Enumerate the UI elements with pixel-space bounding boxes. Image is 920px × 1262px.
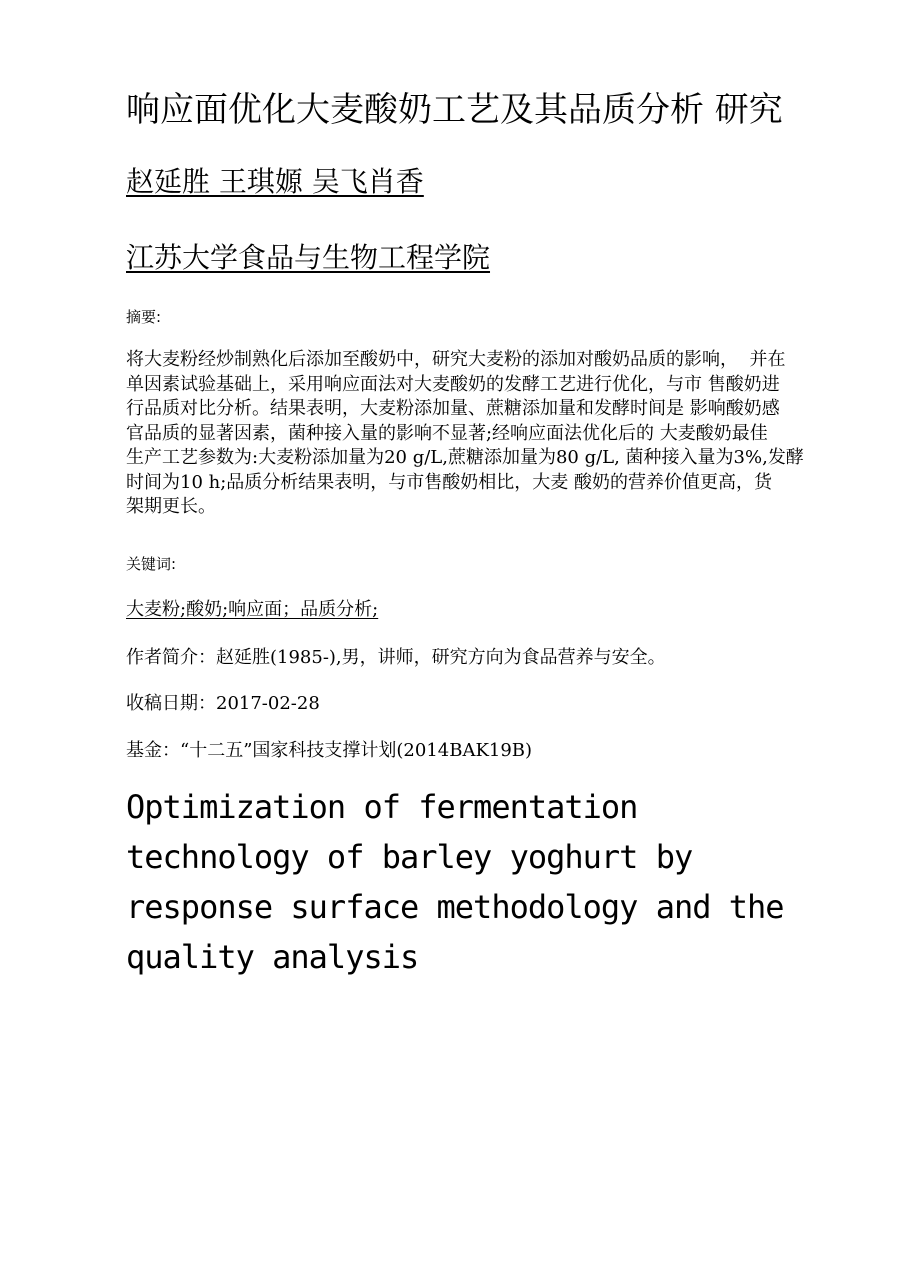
abstract-line: 架期更长。	[126, 496, 216, 517]
fund-info: 基金：“十二五”国家科技支撑计划(2014BAK19B)	[126, 740, 533, 761]
received-date: 收稿日期：2017-02-28	[126, 693, 320, 714]
paper-title: 响应面优化大麦酸奶工艺及其品质分析 研究	[126, 90, 783, 130]
authors[interactable]: 赵延胜 王琪嫄 吴飞肖香	[126, 165, 424, 198]
abstract-line: 将大麦粉经炒制熟化后添加至酸奶中，研究大麦粉的添加对酸奶品质的影响， 并在	[126, 349, 786, 370]
english-title-line: technology of barley yoghurt by	[126, 838, 693, 876]
abstract-label: 摘要:	[126, 308, 162, 326]
abstract-line: 生产工艺参数为:大麦粉添加量为20 g/L,蔗糖添加量为80 g/L, 菌种接入量为3%,发酵	[126, 447, 804, 468]
english-title	[126, 782, 784, 982]
english-title-line: Optimization of fermentation	[126, 788, 638, 826]
keywords-label: 关键词:	[126, 555, 177, 573]
keywords[interactable]: 大麦粉;酸奶;响应面；品质分析;	[126, 599, 379, 620]
author-info: 作者简介：赵延胜(1985-),男，讲师，研究方向为食品营养与安全。	[126, 647, 666, 668]
abstract	[126, 348, 804, 520]
english-title-line: quality analysis	[126, 938, 419, 976]
affiliation[interactable]: 江苏大学食品与生物工程学院	[126, 241, 491, 274]
abstract-line: 单因素试验基础上，采用响应面法对大麦酸奶的发酵工艺进行优化，与市 售酸奶进	[126, 373, 780, 395]
abstract-line: 行品质对比分析。结果表明，大麦粉添加量、蔗糖添加量和发酵时间是 影响酸奶感	[126, 398, 780, 419]
abstract-line: 官品质的显著因素，菌种接入量的影响不显著;经响应面法优化后的 大麦酸奶最佳	[126, 422, 768, 444]
abstract-line: 时间为10 h;品质分析结果表明，与市售酸奶相比，大麦 酸奶的营养价值更高，货	[126, 471, 773, 493]
english-title-line: response surface methodology and the	[126, 888, 784, 926]
